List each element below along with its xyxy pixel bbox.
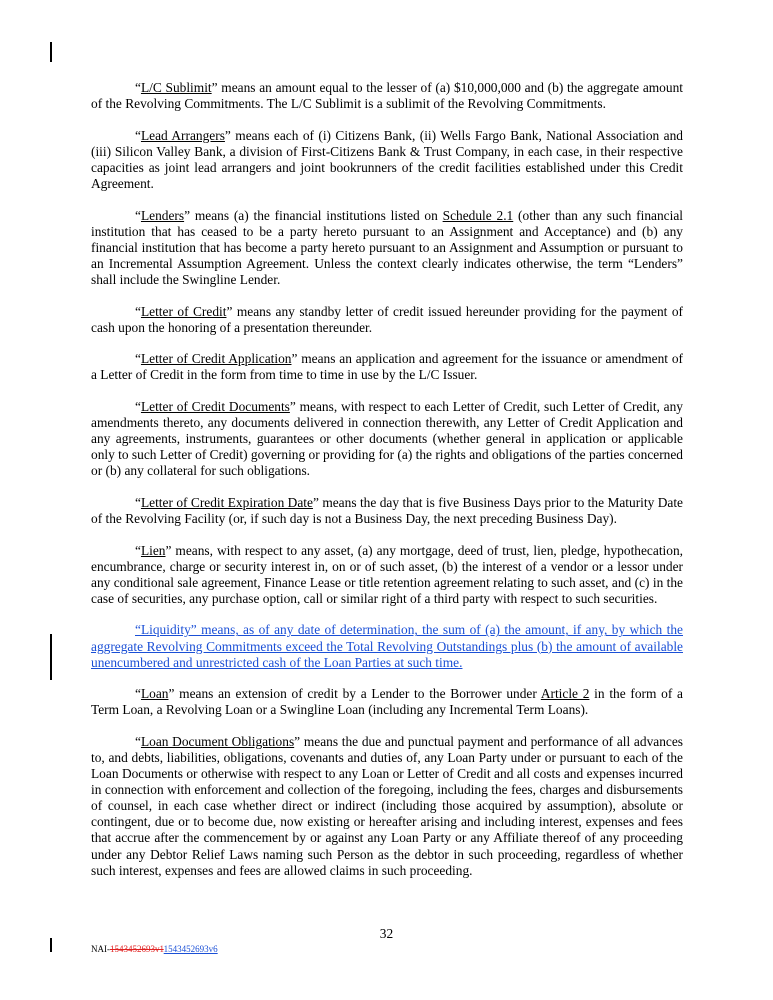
- defined-term: L/C Sublimit: [140, 80, 212, 95]
- defined-term: Loan Document Obligations: [140, 733, 295, 749]
- article-reference: Article 2: [540, 686, 590, 702]
- definition-letter-of-credit: “Letter of Credit” means any standby letter of credit issued hereunder providing for the payment of cash upon the honoring of a presentation thereunder.: [91, 303, 683, 335]
- defined-term: Lien: [140, 542, 166, 558]
- definition-lenders: “Lenders” means (a) the financial institutions listed on Schedule 2.1 (other than any such financial institution that has ceased to be a party hereto pursuant to an Assignment and Acceptance) and (b) any financial institution that has become a party hereto pursuant to an Assignment and Assumption or pursuant to an Incremental Assumption Agreement. Unless the context clearly indicates otherwise, the term “Lenders” shall include the Swingline Lender.: [91, 207, 683, 287]
- definition-letter-of-credit-documents: “Letter of Credit Documents” means, with respect to each Letter of Credit, such Letter of Credit, any amendments thereto, any documents delivered in connection therewith, any Letter of Credit Application and any agreements, instruments, guarantees or other documents (whether general in application or applicable only to such Letter of Credit) governing or providing for (a) the rights and obligations of the parties concerned or (b) any collateral for such obligations.: [91, 398, 684, 479]
- defined-term: Letter of Credit Application: [140, 351, 292, 367]
- definition-lien: “Lien” means, with respect to any asset, (a) any mortgage, deed of trust, lien, pledge, hypothecation, encumbrance, charge or security interest in, on or of such asset, (b) the interest of a vendor or a lessor under any conditional sale agreement, Finance Lease or title retention agreement relating to such asset, and (c) in the case of securities, any purchase option, call or similar right of a third party with respect to such securities.: [91, 542, 683, 606]
- page-number: 32: [379, 926, 394, 941]
- definition-liquidity-inserted: [91, 622, 683, 670]
- definition-loan: “Loan” means an extension of credit by a Lender to the Borrower under Article 2 in the form of a Term Loan, a Revolving Loan or a Swingline Loan (including any Incremental Term Loans).: [91, 686, 683, 718]
- defined-term: Loan: [140, 686, 169, 702]
- definition-lc-sublimit: “L/C Sublimit” means an amount equal to the lesser of (a) $10,000,000 and (b) the aggregate amount of the Revolving Commitments. The L/C Sublimit is a sublimit of the Revolving Commitments.: [91, 80, 683, 112]
- defined-term: Lead Arrangers: [140, 127, 225, 143]
- defined-term: Letter of Credit Expiration Date: [140, 494, 313, 510]
- definition-loan-document-obligations: “Loan Document Obligations” means the due and punctual payment and performance of all advances to, and debts, liabilities, obligations, covenants and duties of, any Loan Party under or pursuant to each of the Loan Documents or otherwise with respect to any Loan or Letter of Credit and all costs and expenses incurred in connection with enforcement and collection of the foregoing, including the fees, charges and disbursements of counsel, in each case whether direct or indirect (including those acquired by assumption), absolute or contingent, due or to become due, now existing or hereafter arising and including interest, expenses and fees that accrue after the commencement by or against any Loan Party or any Affiliate thereof of any proceeding under any Debtor Relief Laws naming such Person as the debtor in such proceeding, regardless of whether such interest, expenses and fees are allowed claims in such proceeding.: [91, 733, 684, 878]
- defined-term: Letter of Credit: [140, 303, 227, 319]
- inserted-text: “Liquidity” means, as of any date of determination, the sum of (a) the amount, if any, by which the aggregate Revolving Commitments exceed the Total Revolving Outstandings plus (b) the amount of available unencumbered and unrestricted cash of the Loan Parties at such time.: [91, 622, 683, 670]
- change-bar-top: [50, 42, 52, 62]
- schedule-reference: Schedule 2.1: [442, 207, 514, 223]
- inserted-doc-id: 1543452693v6: [163, 944, 218, 954]
- document-body: [91, 80, 683, 894]
- change-bar-liquidity: [50, 634, 52, 680]
- definition-letter-of-credit-application: “Letter of Credit Application” means an application and agreement for the issuance or amendment of a Letter of Credit in the form from time to time in use by the L/C Issuer.: [91, 351, 683, 383]
- definition-letter-of-credit-expiration-date: “Letter of Credit Expiration Date” means the day that is five Business Days prior to the Maturity Date of the Revolving Facility (or, if such day is not a Business Day, the next preceding Business Day).: [91, 494, 683, 526]
- definition-lead-arrangers: “Lead Arrangers” means each of (i) Citizens Bank, (ii) Wells Fargo Bank, National Association and (iii) Silicon Valley Bank, a division of First-Citizens Bank & Trust Company, in each case, in their respective capacities as joint lead arrangers and joint bookrunners of the credit facilities established under this Credit Agreement.: [91, 127, 683, 191]
- defined-term: Lenders: [140, 207, 185, 223]
- deleted-doc-id: 1543452693v1: [110, 944, 164, 954]
- defined-term: Letter of Credit Documents: [140, 398, 290, 414]
- document-id-footer: NAI-1543452693v11543452693v6: [91, 944, 218, 954]
